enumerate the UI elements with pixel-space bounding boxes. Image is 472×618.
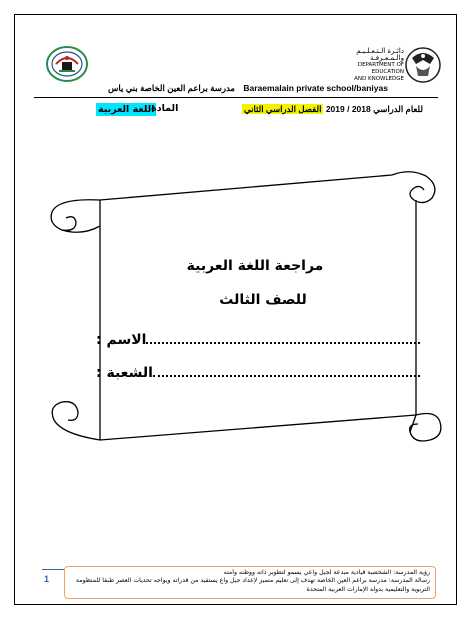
page-number: 1	[44, 574, 50, 584]
name-dotted-line[interactable]	[146, 342, 420, 344]
school-vision: رؤية المدرسة: الشخصية قيادية مبدعة لجيل واعي يسمو لتطوير ذاته ووطنه وأمته	[223, 569, 430, 576]
section-label: الشعبة :	[96, 365, 153, 381]
footer-divider	[42, 569, 64, 570]
school-name-arabic: مدرسة براعم العين الخاصة بني ياس	[108, 83, 235, 93]
name-label: الاسم :	[96, 332, 147, 348]
subject-value: اللغة العربية	[98, 104, 155, 115]
year-text: للعام الدراسي 2018 / 2019	[325, 104, 423, 114]
subject-label: المادة :	[144, 103, 179, 114]
name-field-row[interactable]	[96, 326, 426, 348]
adek-english-1: DEPARTMENT OF EDUCATION	[357, 62, 404, 75]
grade-title: للصف الثالث	[219, 292, 307, 308]
review-title: مراجعة اللغة العربية	[186, 258, 324, 274]
school-mission-2: التربوية والتعليمية بدولة الإمارات العربية المتحدة	[306, 585, 430, 593]
school-mission-1: رسالة المدرسة: مدرسة براعم العين الخاصة تهدف إلى تعليم متميز لإعداد جيل واع يستفيد من قدراته ويواجه تحديات العصر طبقاً للمنظومة	[76, 577, 430, 585]
section-field-row[interactable]	[96, 359, 426, 381]
school-name-english: Baraemalain private school/baniyas	[243, 83, 388, 93]
adek-arabic: دائـرة الـتـعـلـيـم والـمـعـرفـة	[356, 47, 404, 62]
term-highlight: الفصل الدراسي الثاني	[244, 104, 322, 114]
section-dotted-line[interactable]	[153, 375, 420, 377]
adek-english-2: AND KNOWLEDGE	[354, 76, 404, 82]
footer-mission-box	[64, 566, 436, 599]
